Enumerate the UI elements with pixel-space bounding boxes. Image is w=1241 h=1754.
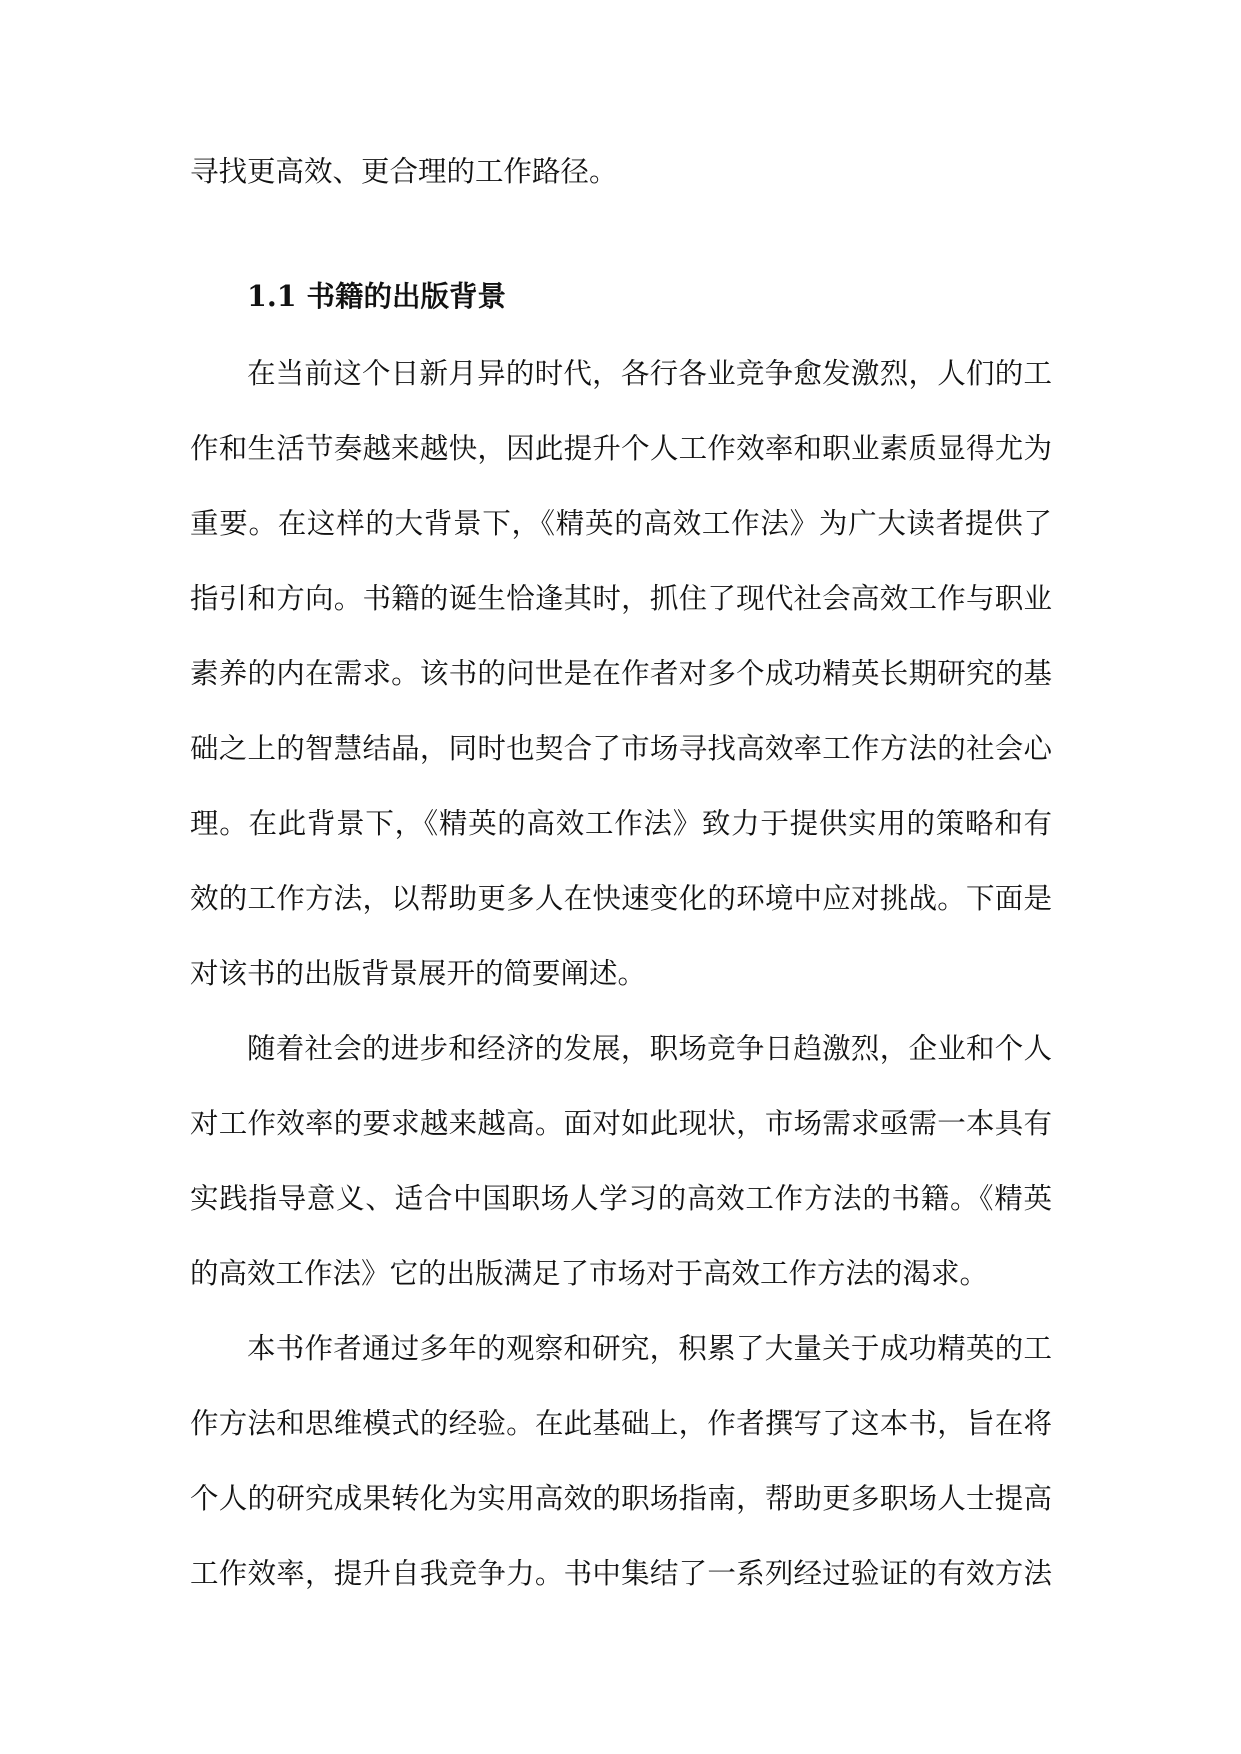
- paragraph-line: 在当前这个日新月异的时代，各行各业竞争愈发激烈，人们的工: [247, 357, 1052, 390]
- paragraph-line: 效的工作方法，以帮助更多人在快速变化的环境中应对挑战。下面是: [190, 882, 1052, 915]
- paragraph-line: 指引和方向。书籍的诞生恰逢其时，抓住了现代社会高效工作与职业: [190, 582, 1052, 615]
- paragraph-1: [190, 344, 1052, 1019]
- paragraph-line: 对该书的出版背景展开的简要阐述。: [190, 957, 647, 990]
- paragraph-line: 的高效工作法》它的出版满足了市场对于高效工作方法的渴求。: [190, 1257, 989, 1290]
- paragraph-3: [190, 1319, 1052, 1619]
- paragraph-line: 随着社会的进步和经济的发展，职场竞争日趋激烈，企业和个人: [247, 1032, 1052, 1065]
- paragraph-line: 重要。在这样的大背景下，《精英的高效工作法》为广大读者提供了: [190, 507, 1052, 540]
- paragraph-2: [190, 1019, 1052, 1319]
- paragraph-line: 素养的内在需求。该书的问世是在作者对多个成功精英长期研究的基: [190, 657, 1052, 690]
- paragraph-line: 工作效率，提升自我竞争力。书中集结了一系列经过验证的有效方法: [190, 1557, 1052, 1590]
- paragraph-line: 础之上的智慧结晶，同时也契合了市场寻找高效率工作方法的社会心: [190, 732, 1052, 765]
- paragraph-line: 对工作效率的要求越来越高。面对如此现状，市场需求亟需一本具有: [190, 1107, 1052, 1140]
- paragraph-line: 个人的研究成果转化为实用高效的职场指南，帮助更多职场人士提高: [190, 1482, 1052, 1515]
- paragraph-line: 本书作者通过多年的观察和研究，积累了大量关于成功精英的工: [247, 1332, 1052, 1365]
- top-fragment-line: 寻找更高效、更合理的工作路径。: [190, 155, 618, 188]
- paragraph-line: 理。在此背景下，《精英的高效工作法》致力于提供实用的策略和有: [190, 807, 1052, 840]
- paragraph-line: 实践指导意义、适合中国职场人学习的高效工作方法的书籍。《精英: [190, 1182, 1052, 1215]
- page-body: [190, 142, 1052, 1619]
- paragraph-line: 作方法和思维模式的经验。在此基础上，作者撰写了这本书，旨在将: [190, 1407, 1052, 1440]
- section-heading: 1.1 书籍的出版背景: [247, 279, 507, 313]
- paragraph-line: 作和生活节奏越来越快，因此提升个人工作效率和职业素质显得尤为: [190, 432, 1052, 465]
